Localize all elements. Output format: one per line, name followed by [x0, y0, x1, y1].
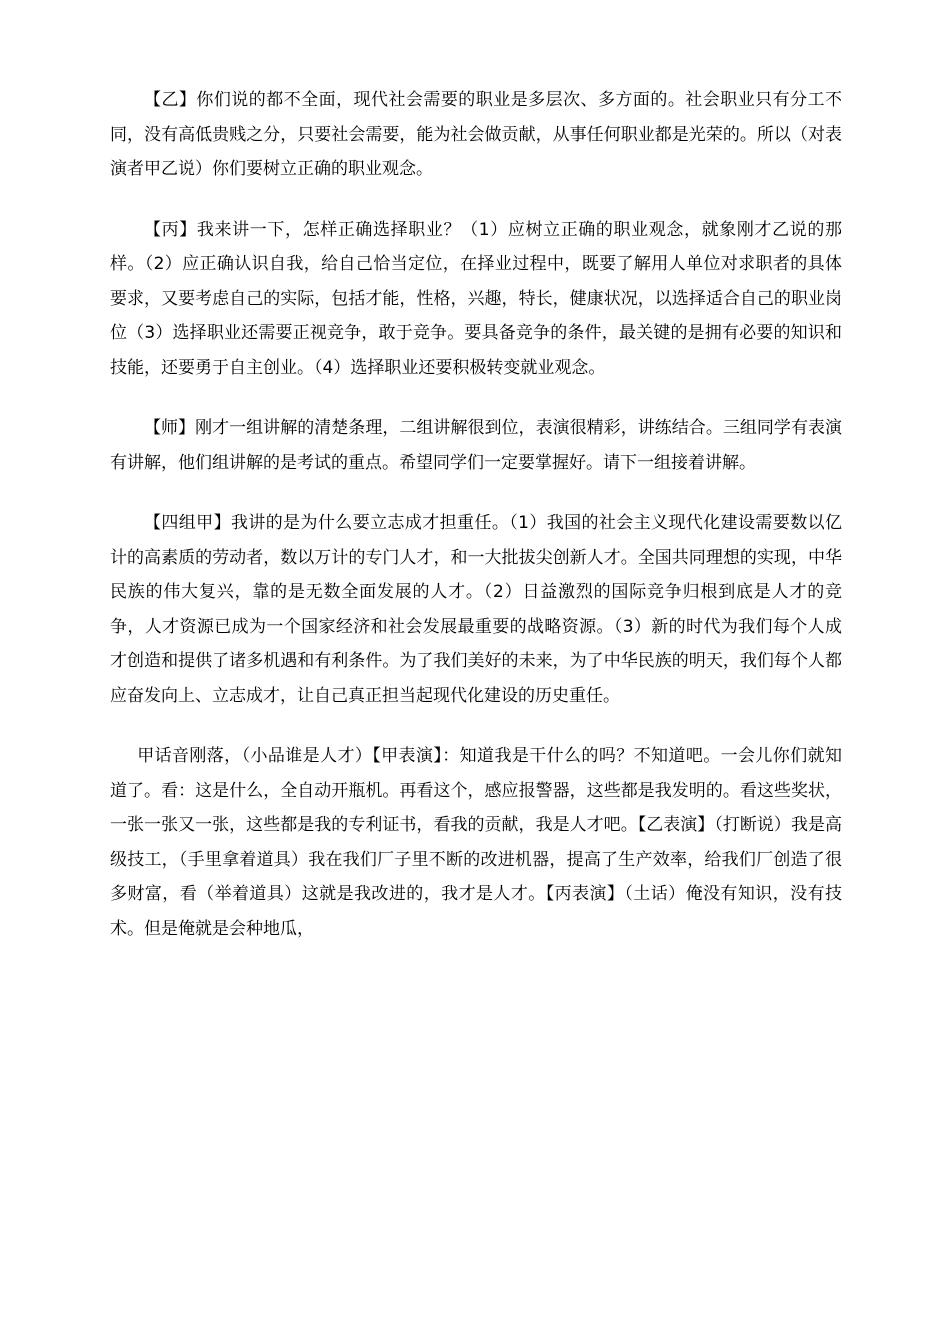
paragraph-skit: 甲话音刚落，（小品谁是人才）【甲表演】：知道我是干什么的吗？不知道吧。一会儿你们就知道了。看：这是什么，全自动开瓶机。再看这个，感应报警器，这些都是我发明的。看这些奖状，一张一张又一张，这些都是我的专利证书，看我的贡献，我是人才吧。【乙表演】（打断说）我是高级技工，（手里拿着道具）我在我们厂子里不断的改进机器，提高了生产效率，给我们厂创造了很多财富，看（举着道具）这就是我改进的，我才是人才。【丙表演】（土话）俺没有知识，没有技术。但是俺就是会种地瓜，	[110, 746, 842, 939]
paragraph-bing: 【丙】我来讲一下，怎样正确选择职业？（1）应树立正确的职业观念，就象刚才乙说的那样。（2）应正确认识自我，给自己恰当定位，在择业过程中，既要了解用人单位对求职者的具体要求，又要考虑自己的实际，包括才能，性格，兴趣，特长，健康状况，以选择适合自己的职业岗位（3）选择职业还需要正视竞争，敢于竞争。要具备竞争的条件，最关键的是拥有必要的知识和技能，还要勇于自主创业。（4）选择职业还要积极转变就业观念。	[110, 219, 842, 378]
document-page	[110, 83, 842, 972]
paragraph-group4-jia: 【四组甲】我讲的是为什么要立志成才担重任。（1）我国的社会主义现代化建设需要数以亿计的高素质的劳动者，数以万计的专门人才，和一大批拔尖创新人才。全国共同理想的实现，中华民族的伟大复兴，靠的是无数全面发展的人才。（2）日益激烈的国际竞争归根到底是人才的竞争，人才资源已成为一个国家经济和社会发展最重要的战略资源。（3）新的时代为我们每个人成才创造和提供了诸多机遇和有利条件。为了我们美好的未来，为了中华民族的明天，我们每个人都应奋发向上、立志成才，让自己真正担当起现代化建设的历史重任。	[110, 513, 842, 706]
paragraph-teacher: 【师】刚才一组讲解的清楚条理，二组讲解很到位，表演很精彩，讲练结合。三组同学有表演有讲解，他们组讲解的是考试的重点。希望同学们一定要掌握好。请下一组接着讲解。	[110, 418, 842, 473]
paragraph-yi: 【乙】你们说的都不全面，现代社会需要的职业是多层次、多方面的。社会职业只有分工不同，没有高低贵贱之分，只要社会需要，能为社会做贡献，从事任何职业都是光荣的。所以（对表演者甲乙说）你们要树立正确的职业观念。	[110, 90, 842, 179]
